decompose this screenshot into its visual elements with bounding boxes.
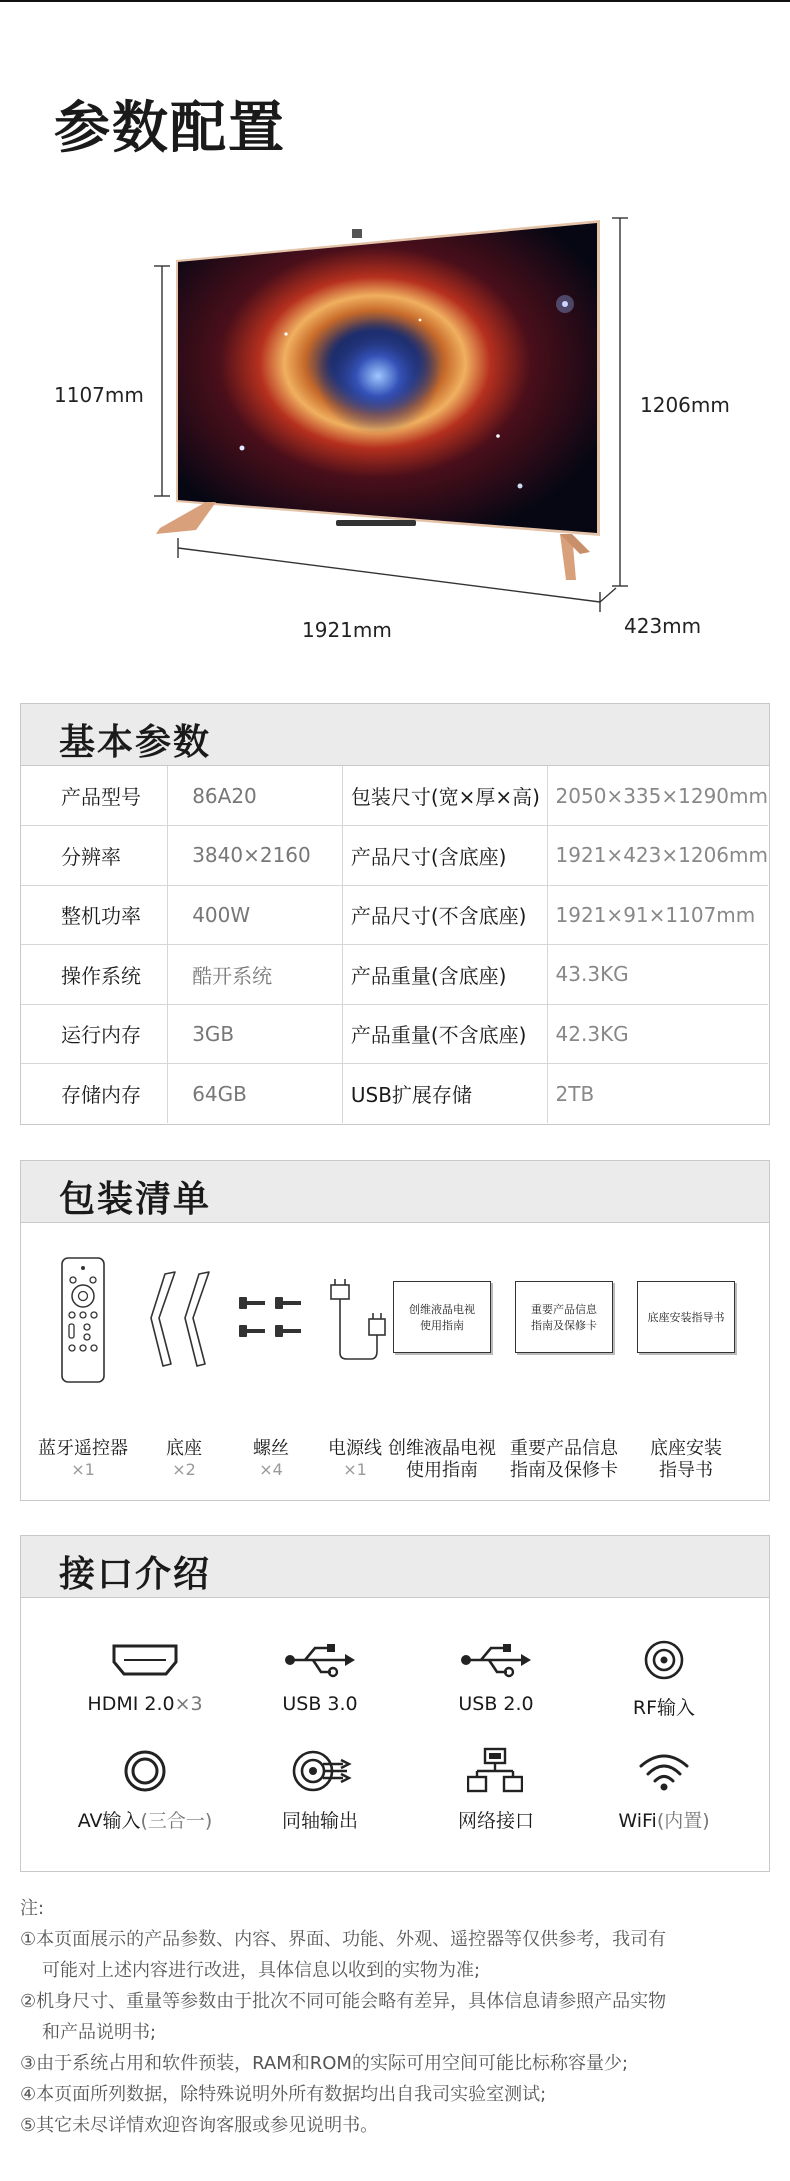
spec-key: 产品尺寸(不含底座)	[342, 885, 547, 945]
spec-row	[21, 766, 768, 826]
pkg-label-warranty: 重要产品信息 指南及保修卡	[510, 1438, 618, 1481]
notes-heading: 注:	[20, 1898, 45, 1919]
spec-key: 产品型号	[61, 785, 141, 809]
spec-key: 运行内存	[21, 1004, 168, 1064]
spec-value: 42.3KG	[547, 1004, 768, 1064]
pkg-qty-power: ×1	[343, 1460, 367, 1479]
warranty-booklet-text: 重要产品信息 指南及保修卡	[531, 1303, 597, 1332]
note-2-cont: 和产品说明书;	[42, 2022, 157, 2043]
package-list-section	[20, 1160, 770, 1501]
spec-row	[21, 1004, 768, 1064]
notes	[20, 1893, 770, 2141]
spec-value: 1921×423×1206mm	[547, 826, 768, 886]
page-title: 参数配置	[54, 96, 286, 161]
package-list-title: 包装清单	[59, 1179, 212, 1220]
pkg-qty-screws: ×4	[259, 1460, 283, 1479]
spec-key: 产品重量(含底座)	[342, 945, 547, 1005]
note-1-cont: 可能对上述内容进行改进，具体信息以收到的实物为准;	[42, 1960, 481, 1981]
spec-key: USB扩展存储	[342, 1064, 547, 1124]
port-label-wifi-suffix: (内置)	[656, 1810, 710, 1832]
network-icon	[467, 1747, 523, 1795]
height-with-base-label: 1206mm	[640, 393, 730, 417]
port-label-usb3: USB 3.0	[282, 1693, 358, 1715]
port-label-hdmi	[55, 1693, 235, 1715]
spec-key: 操作系统	[21, 945, 168, 1005]
port-label-wifi-text: WiFi	[618, 1810, 657, 1832]
spec-key: 包装尺寸(宽×厚×高)	[342, 766, 547, 826]
pkg-label-remote: 蓝牙遥控器	[38, 1438, 128, 1459]
remote-control-icon	[59, 1256, 109, 1386]
spec-key: 存储内存	[21, 1064, 168, 1124]
spec-value: 86A20	[168, 766, 343, 826]
spec-value: 2TB	[547, 1064, 768, 1124]
spec-value: 64GB	[168, 1064, 343, 1124]
port-label-rf: RF输入	[632, 1697, 696, 1719]
note-2: ②机身尺寸、重量等参数由于批次不同可能会略有差异，具体信息请参照产品实物	[20, 1991, 667, 2012]
usb-icon	[459, 1640, 533, 1680]
height-no-base-label: 1107mm	[54, 383, 144, 407]
interfaces-title: 接口介绍	[59, 1554, 212, 1595]
spec-value: 3GB	[168, 1004, 343, 1064]
warranty-card-icon	[515, 1281, 613, 1353]
wifi-icon	[637, 1750, 691, 1792]
note-3: ③由于系统占用和软件预装，RAM和ROM的实际可用空间可能比标称容量少;	[20, 2053, 629, 2074]
spec-row	[21, 1064, 768, 1124]
pkg-label-manual: 创维液晶电视 使用指南	[388, 1438, 496, 1481]
basic-params-section	[20, 703, 770, 1125]
left-stand	[156, 502, 216, 534]
port-label-av-suffix: (三合一)	[140, 1810, 213, 1832]
coaxial-output-icon	[291, 1748, 353, 1794]
spec-value: 酷开系统	[168, 945, 343, 1005]
rf-input-icon	[642, 1638, 686, 1682]
stand-icon	[149, 1266, 219, 1376]
manual-booklet-text: 创维液晶电视 使用指南	[409, 1303, 475, 1332]
tv-bottom-bar	[336, 520, 416, 526]
power-cord-icon	[323, 1279, 387, 1363]
spec-value: 3840×2160	[168, 826, 343, 886]
port-label-wifi	[574, 1806, 754, 1833]
note-1: ①本页面展示的产品参数、内容、界面、功能、外观、遥控器等仅供参考，我司有	[20, 1929, 667, 1950]
stand-guide-icon	[637, 1281, 735, 1353]
spec-row	[21, 826, 768, 886]
port-label-av-text: AV输入	[77, 1810, 141, 1832]
pkg-label-screws: 螺丝	[253, 1438, 289, 1459]
note-5: ⑤其它未尽详情欢迎咨询客服或参见说明书。	[20, 2115, 379, 2136]
port-label-hdmi-text: HDMI 2.0	[87, 1693, 175, 1715]
tv-illustration	[0, 200, 790, 660]
spec-value: 1921×91×1107mm	[547, 885, 768, 945]
interfaces-section	[20, 1535, 770, 1872]
pkg-qty-stand: ×2	[172, 1460, 196, 1479]
spec-value: 400W	[168, 885, 343, 945]
hdmi-icon	[110, 1640, 180, 1680]
tv-dimension-diagram	[0, 200, 790, 660]
spec-key: 产品重量(不含底座)	[342, 1004, 547, 1064]
top-rule	[0, 0, 790, 2]
spec-key: 整机功率	[21, 885, 168, 945]
port-label-av	[55, 1806, 235, 1833]
pkg-label-stand-guide: 底座安装 指导书	[650, 1438, 722, 1481]
spec-row	[21, 885, 768, 945]
screws-icon	[235, 1289, 307, 1349]
spec-value: 2050×335×1290mm	[547, 766, 768, 826]
port-label-network: 网络接口	[457, 1810, 534, 1832]
spec-table	[21, 766, 768, 1123]
basic-params-title: 基本参数	[59, 722, 212, 763]
port-label-coaxial: 同轴输出	[281, 1810, 358, 1832]
spec-value: 43.3KG	[547, 945, 768, 1005]
pkg-label-power: 电源线	[328, 1438, 382, 1459]
av-input-icon	[122, 1748, 168, 1794]
note-4: ④本页面所列数据，除特殊说明外所有数据均出自我司实验室测试;	[20, 2084, 547, 2105]
spec-row	[21, 945, 768, 1005]
spec-key: 产品尺寸(含底座)	[342, 826, 547, 886]
pkg-qty-remote: ×1	[71, 1460, 95, 1479]
manual-icon	[393, 1281, 491, 1353]
depth-label: 423mm	[624, 614, 702, 638]
pkg-label-stand: 底座	[166, 1438, 202, 1459]
stand-guide-booklet-text: 底座安装指导书	[647, 1311, 725, 1324]
spec-key: 分辨率	[21, 826, 168, 886]
usb-icon	[283, 1640, 357, 1680]
port-label-usb2: USB 2.0	[458, 1693, 534, 1715]
port-label-hdmi-suffix: ×3	[174, 1693, 203, 1715]
tv-camera	[352, 229, 362, 238]
width-label: 1921mm	[302, 618, 392, 642]
